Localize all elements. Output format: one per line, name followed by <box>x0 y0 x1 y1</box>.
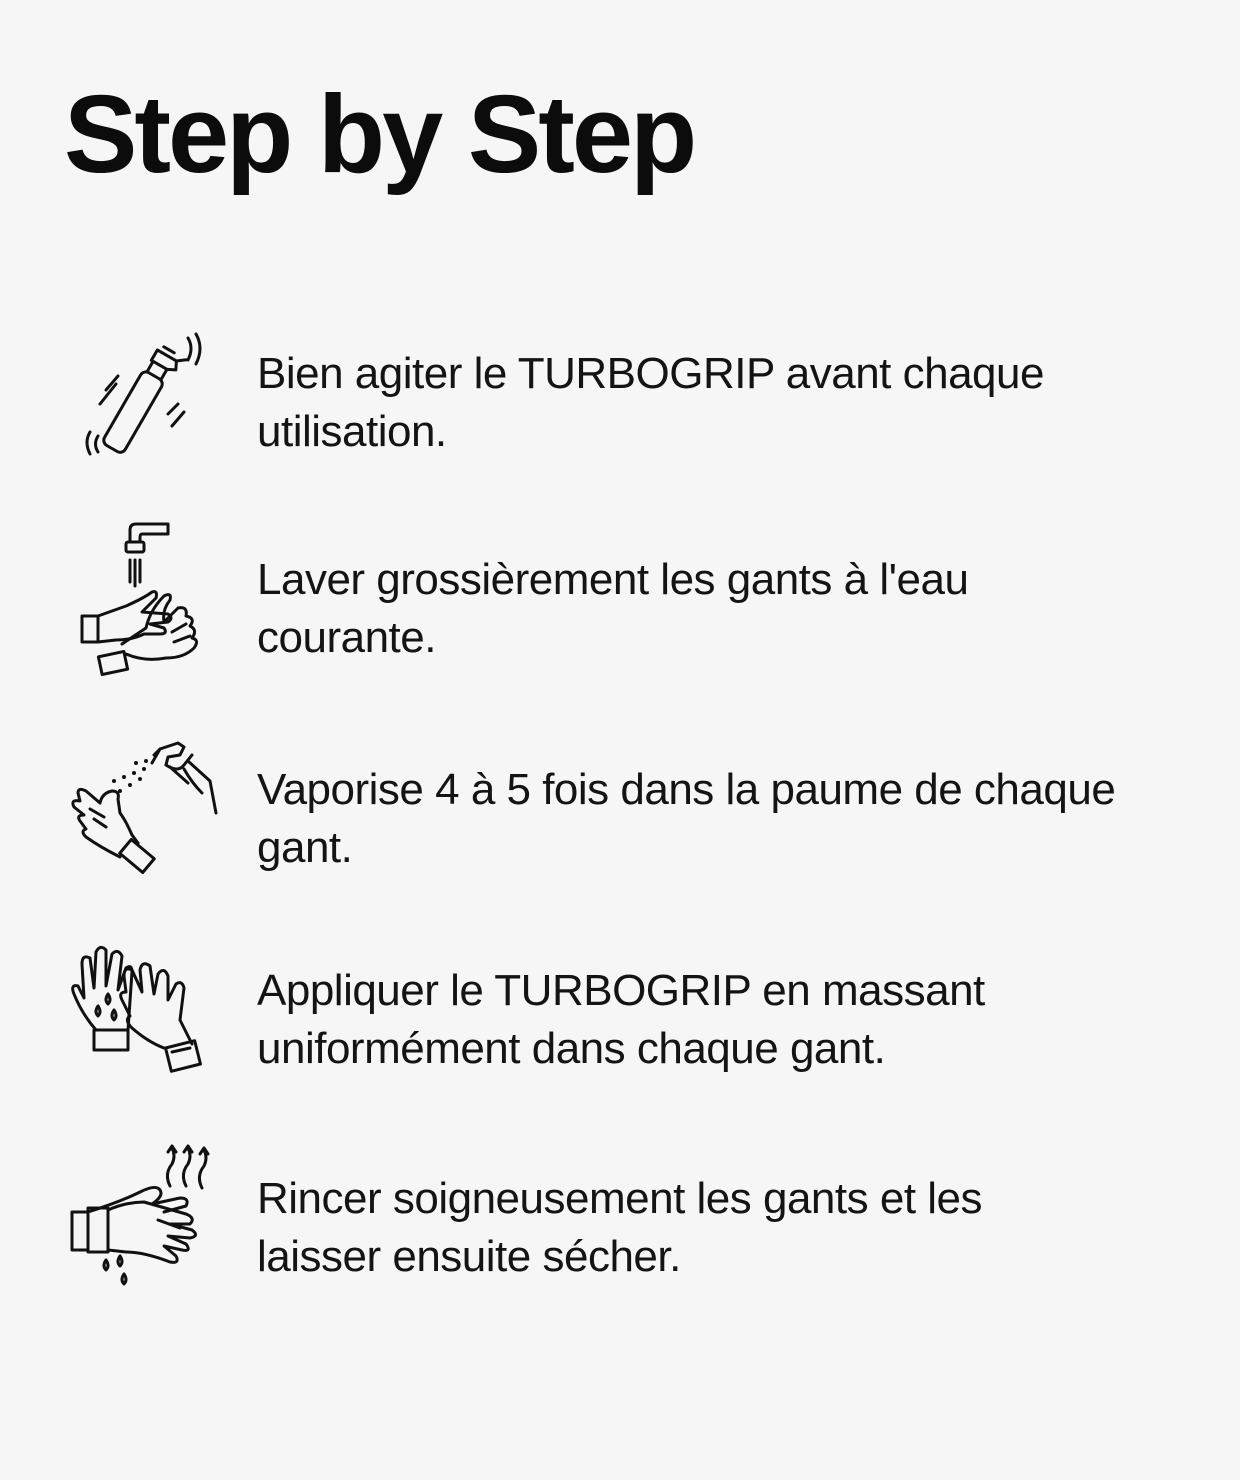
rub-gloves-icon <box>60 940 220 1100</box>
step-text: Laver grossièrement les gants à l'eau courante. <box>257 555 969 662</box>
rinse-dry-gloves-icon <box>60 1140 220 1300</box>
step-item <box>0 1140 1240 1310</box>
step-text: Vaporise 4 à 5 fois dans la paume de chaque gant. <box>257 765 1116 872</box>
step-item <box>0 940 1240 1110</box>
spray-bottle-shake-icon <box>60 320 220 480</box>
page-title: Step by Step <box>64 73 695 196</box>
step-text: Rincer soigneusement les gants et les laisser ensuite sécher. <box>257 1174 983 1281</box>
faucet-wash-gloves-icon <box>60 520 220 680</box>
step-text: Appliquer le TURBOGRIP en massant uniformément dans chaque gant. <box>257 966 985 1073</box>
step-text: Bien agiter le TURBOGRIP avant chaque utilisation. <box>257 349 1044 456</box>
step-item <box>0 320 1240 490</box>
spray-glove-icon <box>60 735 220 895</box>
step-item <box>0 735 1240 905</box>
step-item <box>0 520 1240 690</box>
